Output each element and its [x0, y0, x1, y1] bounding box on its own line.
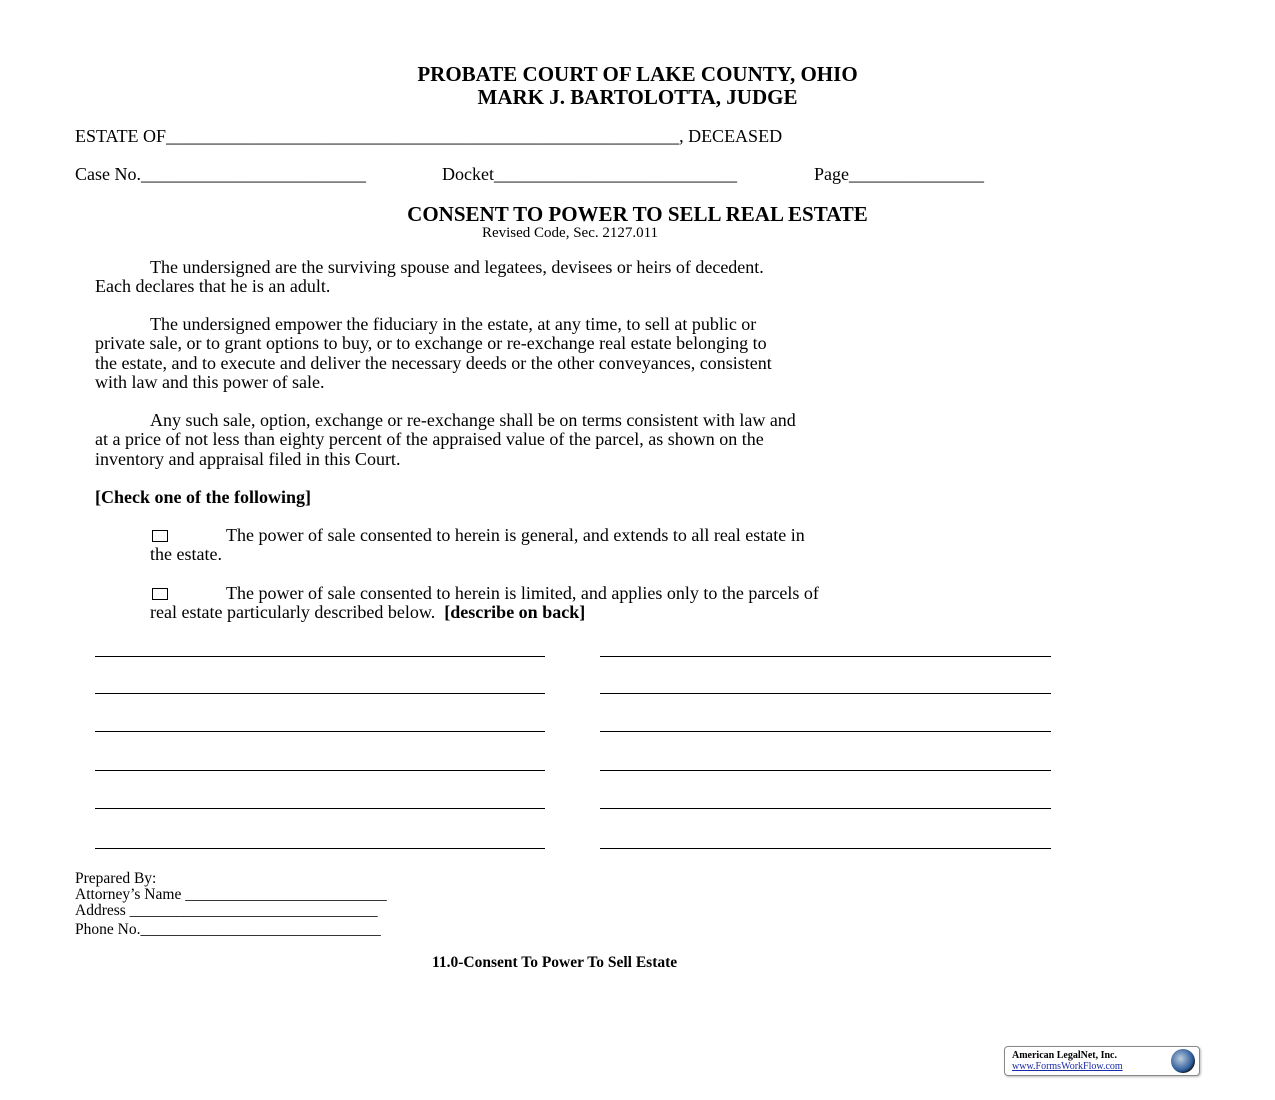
estate-line: ESTATE OF_________________________________________________________, DECEASED: [75, 126, 783, 146]
option-limited-text: The power of sale consented to herein is limited, and applies only to the parcels of: [226, 583, 819, 603]
signature-line[interactable]: [600, 656, 1051, 657]
signature-line[interactable]: [95, 848, 545, 849]
paragraph-2-line: The undersigned empower the fiduciary in the estate, at any time, to sell at public or: [150, 314, 757, 334]
paragraph-3-line: Any such sale, option, exchange or re-exchange shall be on terms consistent with law and: [150, 410, 796, 430]
paragraph-3-line: at a price of not less than eighty percent of the appraised value of the parcel, as shown on the: [95, 429, 764, 449]
option-general-text: the estate.: [150, 544, 222, 564]
signature-line[interactable]: [600, 808, 1051, 809]
signature-line[interactable]: [600, 848, 1051, 849]
limited-power-checkbox[interactable]: [152, 588, 168, 600]
paragraph-1-line: Each declares that he is an adult.: [95, 276, 331, 296]
form-subtitle: Revised Code, Sec. 2127.011: [481, 225, 659, 241]
logo-url-link[interactable]: www.FormsWorkFlow.com: [1012, 1061, 1123, 1072]
general-power-checkbox[interactable]: [152, 530, 168, 542]
form-footer-id: 11.0-Consent To Power To Sell Estate: [432, 954, 678, 971]
check-heading: [Check one of the following]: [95, 487, 311, 507]
describe-on-back-note: [describe on back]: [444, 602, 586, 622]
paragraph-2-line: private sale, or to grant options to buy, or to exchange or re-exchange real estate belonging to: [95, 333, 767, 353]
prepared-by-label: Prepared By:: [75, 870, 157, 887]
phone-field: Phone No._______________________________: [75, 921, 381, 938]
court-name: PROBATE COURT OF LAKE COUNTY, OHIO: [417, 62, 858, 86]
paragraph-2-line: with law and this power of sale.: [95, 372, 325, 392]
option-limited-text: [150, 603, 585, 623]
form-title: CONSENT TO POWER TO SELL REAL ESTATE: [407, 202, 868, 226]
paragraph-2-line: the estate, and to execute and deliver the necessary deeds or the other conveyances, consistent: [95, 353, 772, 373]
signature-line[interactable]: [95, 808, 545, 809]
american-legalnet-logo[interactable]: [1004, 1046, 1200, 1076]
signature-line[interactable]: [600, 693, 1051, 694]
logo-company-name: American LegalNet, Inc.: [1012, 1050, 1117, 1061]
address-field: Address ________________________________: [75, 902, 378, 919]
option-limited-text-plain: real estate particularly described below.: [150, 602, 445, 622]
signature-line[interactable]: [95, 693, 545, 694]
page-field: Page_______________: [814, 164, 984, 184]
judge-name: MARK J. BARTOLOTTA, JUDGE: [477, 85, 798, 109]
option-general-text: The power of sale consented to herein is general, and extends to all real estate in: [226, 525, 805, 545]
paragraph-1-line: The undersigned are the surviving spouse and legatees, devisees or heirs of decedent.: [150, 257, 764, 277]
signature-line[interactable]: [600, 731, 1051, 732]
case-number-field: Case No._________________________: [75, 164, 366, 184]
signature-line[interactable]: [95, 656, 545, 657]
attorney-name-field: Attorney’s Name __________________________: [75, 886, 387, 903]
globe-icon: [1171, 1049, 1195, 1073]
signature-line[interactable]: [95, 731, 545, 732]
docket-field: Docket___________________________: [442, 164, 737, 184]
signature-line[interactable]: [95, 770, 545, 771]
signature-line[interactable]: [600, 770, 1051, 771]
paragraph-3-line: inventory and appraisal filed in this Court.: [95, 449, 401, 469]
